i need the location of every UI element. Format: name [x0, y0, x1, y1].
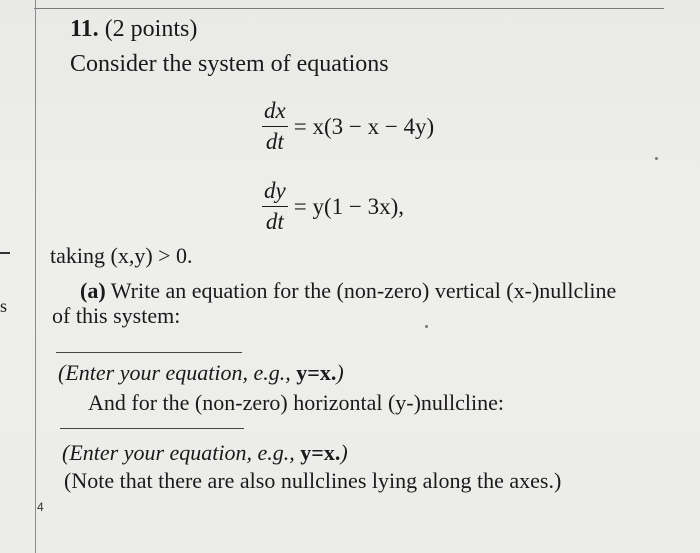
fraction-numerator: dx — [262, 98, 288, 127]
hint-prefix: (Enter your equation, e.g., — [58, 360, 291, 385]
vertical-nullcline-answer-field[interactable] — [56, 352, 242, 353]
paper-speck — [655, 157, 658, 160]
left-margin-rule — [35, 0, 36, 553]
question-intro: Consider the system of equations — [70, 51, 389, 77]
edge-letter: s — [0, 296, 8, 316]
equation-rhs: = x(3 − x − 4y) — [293, 113, 435, 139]
part-a-text: Write an equation for the (non-zero) vertical (x-)nullcline — [110, 278, 617, 303]
hint-suffix: ) — [336, 360, 344, 385]
question-number: 11. — [70, 16, 99, 42]
edge-dash — [0, 252, 10, 254]
hint-example: y=x. — [300, 440, 341, 465]
hint-prefix: (Enter your equation, e.g., — [62, 440, 295, 465]
answer-hint — [62, 440, 348, 466]
question-header — [70, 16, 197, 43]
part-a-prompt-cont: of this system: — [52, 303, 181, 328]
derivative-fraction — [262, 98, 288, 155]
question-points: (2 points) — [104, 16, 198, 42]
part-a-label: (a) — [80, 278, 106, 303]
fraction-denominator: dt — [265, 129, 284, 154]
domain-condition: taking (x,y) > 0. — [50, 243, 193, 268]
equation-dy-dt — [262, 178, 404, 235]
axes-note: (Note that there are also nullclines lying along the axes.) — [64, 468, 562, 493]
horizontal-nullcline-answer-field[interactable] — [60, 428, 244, 429]
answer-hint — [58, 360, 344, 386]
hint-suffix: ) — [340, 440, 348, 465]
equation-dx-dt — [262, 98, 434, 155]
gutter-number: 4 — [37, 500, 44, 514]
fraction-denominator: dt — [265, 209, 284, 234]
top-rule — [34, 8, 664, 9]
horizontal-nullcline-prompt: And for the (non-zero) horizontal (y-)nullcline: — [88, 390, 505, 415]
fraction-numerator: dy — [262, 178, 288, 207]
derivative-fraction — [262, 178, 288, 235]
paper-speck — [425, 325, 428, 328]
equation-rhs: = y(1 − 3x), — [293, 193, 404, 219]
part-a-prompt — [80, 278, 616, 304]
hint-example: y=x. — [296, 360, 337, 385]
